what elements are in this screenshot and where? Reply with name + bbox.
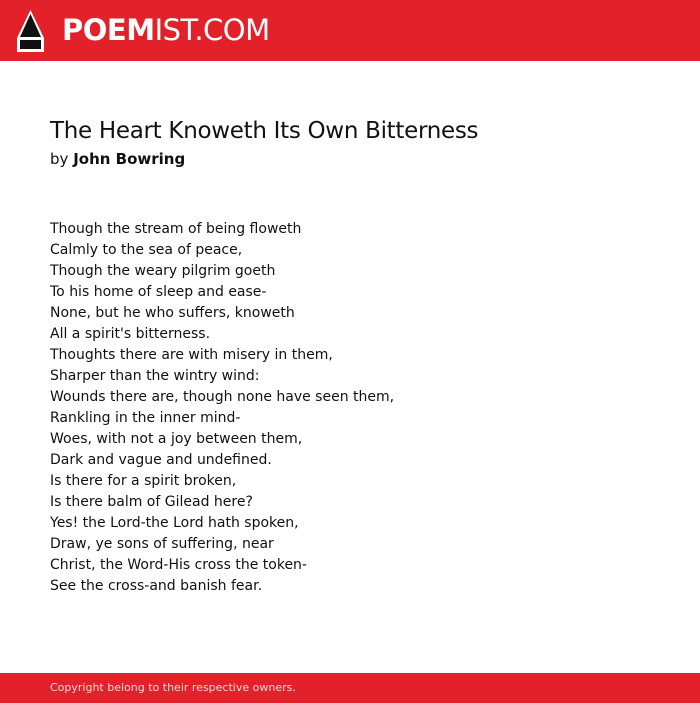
by-label: by bbox=[50, 150, 69, 168]
byline bbox=[50, 148, 185, 170]
poem-body bbox=[50, 219, 394, 597]
brand-light: IST.COM bbox=[154, 13, 270, 47]
poem-line: None, but he who suffers, knoweth bbox=[50, 305, 295, 321]
copyright-text: Copyright belong to their respective owners. bbox=[50, 681, 296, 694]
poem-line: All a spirit's bitterness. bbox=[50, 326, 211, 342]
poem-line: Thoughts there are with misery in them, bbox=[50, 347, 333, 363]
poem-line: Woes, with not a joy between them, bbox=[50, 431, 303, 447]
poem-line: Draw, ye sons of suffering, near bbox=[50, 536, 274, 552]
poem-line: See the cross-and banish fear. bbox=[50, 578, 263, 594]
poem-line: Is there balm of Gilead here? bbox=[50, 494, 253, 510]
brand-strong: POEM bbox=[62, 13, 155, 47]
poem-line: Rankling in the inner mind- bbox=[50, 410, 241, 426]
poem-title: The Heart Knoweth Its Own Bitterness bbox=[50, 118, 479, 144]
site-header bbox=[0, 0, 700, 61]
pencil-icon[interactable] bbox=[17, 10, 44, 52]
poem-line: Is there for a spirit broken, bbox=[50, 473, 237, 489]
author-name: John Bowring bbox=[73, 150, 186, 168]
poem-line: Sharper than the wintry wind: bbox=[50, 368, 260, 384]
site-logo-text[interactable] bbox=[62, 12, 270, 48]
poem-line: Calmly to the sea of peace, bbox=[50, 242, 243, 258]
poem-line: Christ, the Word-His cross the token- bbox=[50, 557, 307, 573]
poem-line: Though the weary pilgrim goeth bbox=[50, 263, 276, 279]
poem-line: Dark and vague and undefined. bbox=[50, 452, 272, 468]
poem-line: Though the stream of being floweth bbox=[50, 221, 302, 237]
poem-line: To his home of sleep and ease- bbox=[50, 284, 267, 300]
poem-line: Wounds there are, though none have seen them, bbox=[50, 389, 395, 405]
site-footer bbox=[0, 673, 700, 703]
poem-line: Yes! the Lord-the Lord hath spoken, bbox=[50, 515, 299, 531]
